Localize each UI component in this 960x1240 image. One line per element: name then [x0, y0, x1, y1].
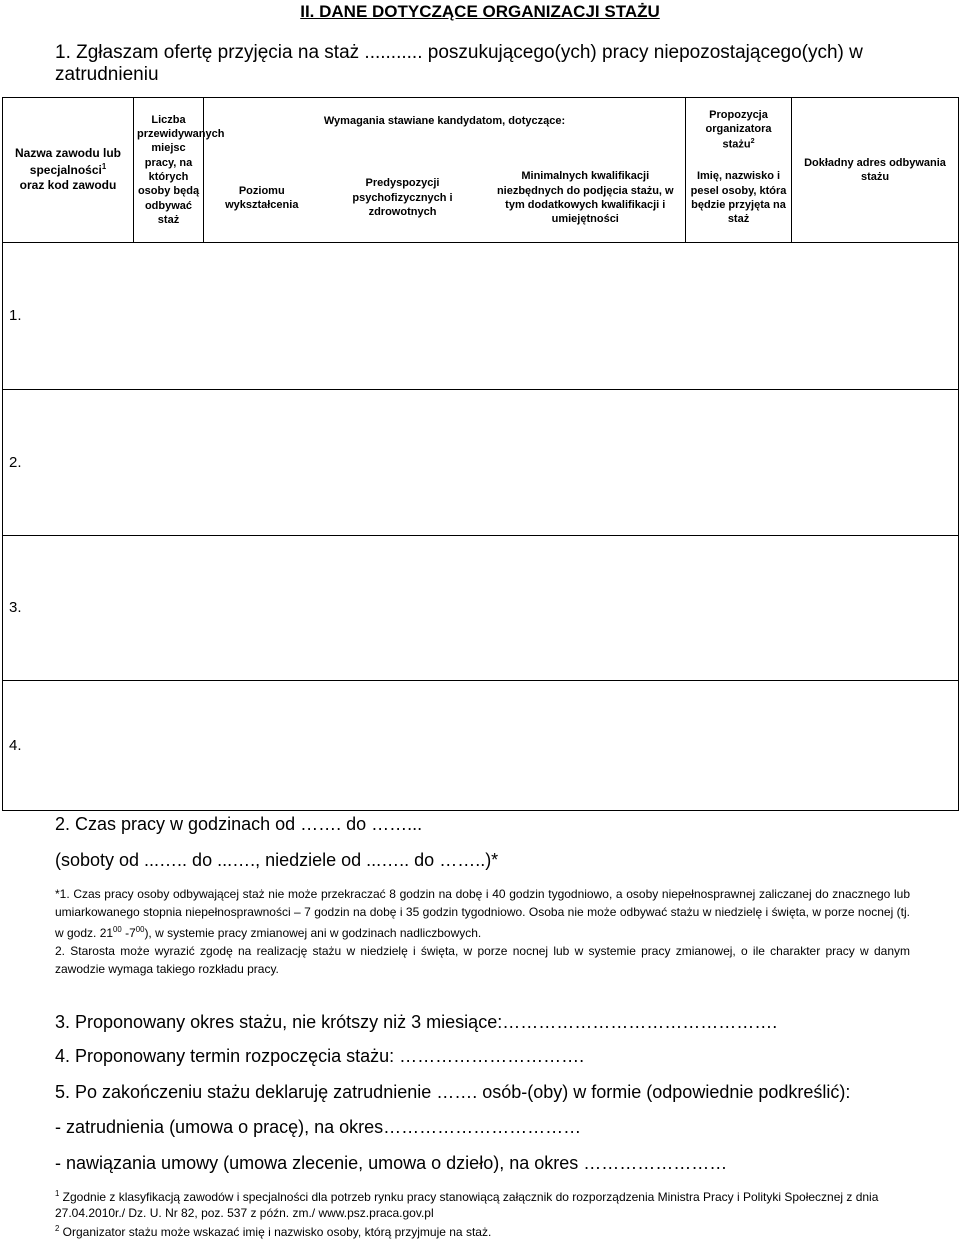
footnotes	[55, 1186, 915, 1240]
table-row	[3, 681, 959, 811]
proposed-start-date: 4. Proponowany termin rozpoczęcia stażu: ………………………….	[55, 1046, 585, 1066]
row-number: 1.	[3, 243, 959, 390]
working-time-notes	[55, 885, 910, 978]
row-number: 3.	[3, 536, 959, 681]
civil-contract-option: - nawiązania umowy (umowa zlecenie, umowa o dzieło), na okres ……………………	[55, 1153, 728, 1173]
intro-line: 1. Zgłaszam ofertę przyjęcia na staż ........... poszukującego(ych) pracy niepozostającego(ych) w zatrudnieniu	[55, 42, 863, 85]
table-row	[3, 390, 959, 536]
table-row	[3, 243, 959, 390]
note-1: *1. Czas pracy osoby odbywającej staż nie może przekraczać 8 godzin na dobę i 40 godzin tygodniowo, a osoby niepełnosprawnej zaliczanej do znacznego lub umiarkowanego stopnia niepełnosprawności – 7 godzin na dobę i 35 godzin tygodniowo. Osoba nie może odbywać stażu w niedzielę i święta, w porze nocnej (tj. w godz. $21^{00}$ $-7^{00}$), w systemie pracy zmianowej ani w godzinach nadliczbowych.	[55, 887, 910, 940]
row-number: 2.	[3, 390, 959, 536]
table-row	[3, 536, 959, 681]
footnote-1: $^1$ Zgodnie z klasyfikacją zawodów i specjalności dla potrzeb rynku pracy stanowiącą załącznik do rozporządzenia Ministra Pracy i Polityki Społecznej z dnia 27.04.2010r./ Dz. U. Nr 82, poz. 537 z późn. zm./ www.psz.praca.gov.pl	[55, 1189, 879, 1220]
header-education: Poziomu wykształcenia	[204, 154, 320, 243]
hours-line: 2. Czas pracy w godzinach od ……. do ……...	[55, 814, 423, 834]
header-address: Dokładny adres odbywania stażu	[792, 98, 959, 243]
weekend-hours-line: (soboty od ...….. do ...…., niedziele od ...….. do ……..)*	[55, 850, 499, 870]
employment-contract-option: - zatrudnienia (umowa o pracę), na okres……………………………	[55, 1117, 582, 1137]
note-2: 2. Starosta może wyrazić zgodę na realizację stażu w niedzielę i święta, w porze nocnej lub w systemie pracy zmianowej, o ile charakter pracy w danym zawodzie wymaga takiego rozkładu pracy.	[55, 944, 910, 976]
employment-declaration: 5. Po zakończeniu stażu deklaruję zatrudnienie ……. osób-(oby) w formie (odpowiednie podkreślić):	[55, 1082, 851, 1102]
header-profession: Nazwa zawodu lub specjalności$^1$ oraz kod zawodu	[3, 98, 134, 243]
header-places: Liczba przewidywanych miejsc pracy, na których osoby będą odbywać staż	[134, 98, 204, 243]
header-proposal-group: Propozycja organizatora stażu$^2$	[686, 98, 792, 154]
header-requirements-group: Wymagania stawiane kandydatom, dotyczące:	[204, 98, 686, 154]
row-number: 4.	[3, 681, 959, 811]
header-person: Imię, nazwisko i pesel osoby, która będzie przyjęta na staż	[686, 154, 792, 243]
header-qualifications: Minimalnych kwalifikacji niezbędnych do podjęcia stażu, w tym dodatkowych kwalifikacji i umiejętności	[486, 154, 686, 243]
section-title: II. DANE DOTYCZĄCE ORGANIZACJI STAŻU	[300, 2, 660, 21]
internship-offer-table	[2, 97, 959, 811]
proposed-duration: 3. Proponowany okres stażu, nie krótszy niż 3 miesiące:……………………………………….	[55, 1012, 778, 1032]
header-predispositions: Predyspozycji psychofizycznych i zdrowotnych	[320, 154, 486, 243]
footnote-2: $^2$ Organizator stażu może wskazać imię i nazwisko osoby, którą przyjmuje na staż.	[55, 1224, 492, 1239]
